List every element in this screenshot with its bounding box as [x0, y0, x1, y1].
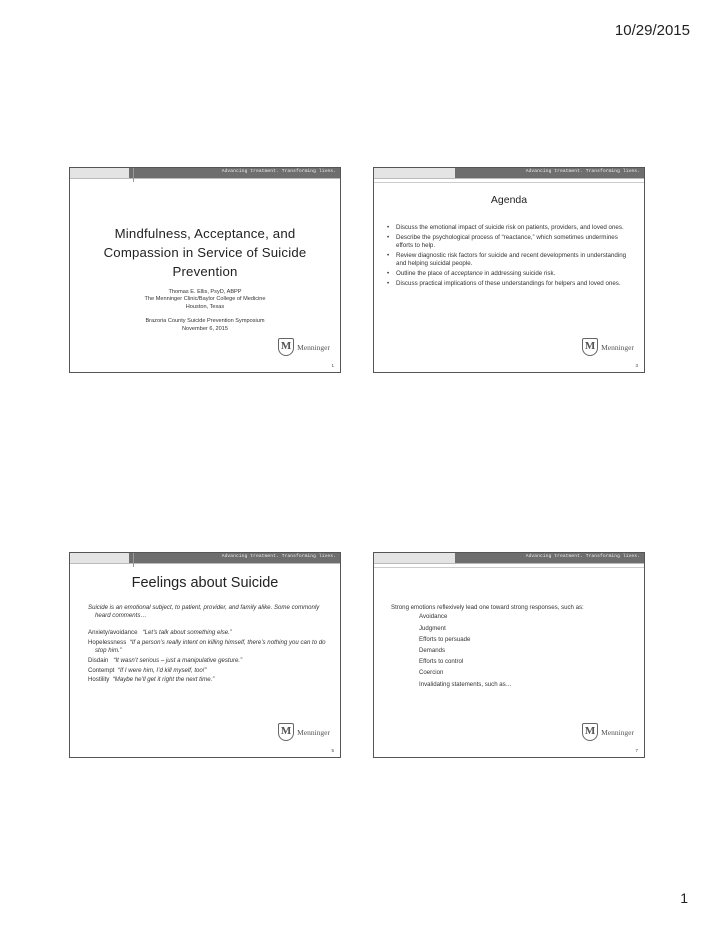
- agenda-item: • Discuss the emotional impact of suicide risk on patients, providers, and loved ones.: [396, 224, 632, 232]
- presenter-info: [80, 289, 330, 333]
- slide-number: 3: [635, 363, 638, 368]
- slide-1: [69, 167, 341, 373]
- header-tagline: Advancing treatment. Transforming lives.: [221, 168, 336, 174]
- header-banner: [129, 168, 340, 178]
- response-item: Efforts to control: [419, 658, 464, 666]
- response-item: Judgment: [419, 624, 446, 632]
- feelings-intro: Suicide is an emotional subject, to patient, provider, and family alike. Some commonly heard comments…: [88, 604, 320, 620]
- slide-number: 1: [331, 363, 334, 368]
- page-number: 1: [680, 890, 688, 906]
- slide-number: 7: [635, 748, 638, 753]
- agenda-item: • Describe the psychological process of “reactance,” which sometimes undermines efforts to help.: [396, 234, 632, 251]
- feeling-item: Contempt “If I were him, I’d kill myself, too!”: [88, 666, 207, 674]
- author-name: Thomas E. Ellis, PsyD, ABPP: [168, 289, 242, 295]
- agenda-item: • Review diagnostic risk factors for suicide and recent developments in understanding and helping suicidal people.: [396, 252, 632, 269]
- responses-intro: Strong emotions reflexively lead one toward strong responses, such as:: [391, 604, 584, 611]
- document-date: 10/29/2015: [614, 22, 690, 39]
- menninger-shield-icon: M: [278, 723, 294, 741]
- menninger-logo: [582, 338, 634, 356]
- slide-header-bar: [374, 553, 644, 564]
- menninger-logo: [278, 338, 330, 356]
- agenda-item: • Outline the place of acceptance in addressing suicide risk.: [396, 270, 632, 278]
- header-banner: [455, 553, 644, 563]
- logo-wordmark: Menninger: [601, 342, 634, 352]
- author-affiliation: The Menninger Clinic/Baylor College of Medicine: [144, 296, 266, 303]
- menninger-logo: [582, 723, 634, 741]
- response-item: Demands: [419, 647, 446, 655]
- header-rule: [374, 182, 644, 183]
- responses-content: [391, 604, 630, 692]
- header-banner: [455, 168, 644, 178]
- agenda-list: [386, 224, 632, 290]
- feeling-item: Hostility “Maybe he’ll get it right the next time.”: [88, 676, 215, 684]
- response-item: Coercion: [419, 669, 444, 677]
- slide-header-bar: [70, 553, 340, 564]
- response-item: Invalidating statements, such as…: [419, 680, 512, 688]
- header-divider: [133, 168, 134, 182]
- menninger-shield-icon: M: [582, 338, 598, 356]
- slide-number: 5: [331, 748, 334, 753]
- header-tagline: Advancing treatment. Transforming lives.: [525, 553, 640, 559]
- logo-wordmark: Menninger: [297, 727, 330, 737]
- slide-7: [373, 552, 645, 758]
- menninger-shield-icon: M: [582, 723, 598, 741]
- slide-title: Agenda: [490, 194, 528, 206]
- feeling-item: Disdain “It wasn’t serious – just a manipulative gesture.”: [88, 656, 243, 664]
- event-name: Brazoria County Suicide Prevention Symposium: [145, 318, 265, 325]
- slide-5: [69, 552, 341, 758]
- agenda-item: • Discuss practical implications of these understandings for helpers and loved ones.: [396, 280, 632, 288]
- slide-title: Feelings about Suicide: [131, 575, 279, 591]
- slide-header-bar: [374, 168, 644, 179]
- header-divider: [133, 553, 134, 567]
- response-item: Avoidance: [419, 613, 448, 621]
- menninger-shield-icon: M: [278, 338, 294, 356]
- header-rule: [374, 567, 644, 568]
- header-banner: [129, 553, 340, 563]
- feelings-content: [88, 604, 326, 686]
- author-location: Houston, Texas: [185, 303, 225, 310]
- feeling-item: Anxiety/avoidance “Let’s talk about something else.”: [88, 628, 232, 636]
- header-tagline: Advancing treatment. Transforming lives.: [525, 168, 640, 174]
- logo-wordmark: Menninger: [297, 342, 330, 352]
- slide-3: [373, 167, 645, 373]
- response-item: Efforts to persuade: [419, 635, 471, 643]
- event-date: November 6, 2015: [181, 325, 229, 332]
- slide-header-bar: [70, 168, 340, 179]
- logo-wordmark: Menninger: [601, 727, 634, 737]
- responses-list: [419, 613, 630, 689]
- slide-title: Mindfulness, Acceptance, and Compassion in Service of Suicide Prevention: [103, 226, 307, 279]
- feeling-item: Hopelessness “If a person’s really intent on killing himself, there’s nothing you can to do stop him.”: [88, 638, 326, 655]
- menninger-logo: [278, 723, 330, 741]
- header-tagline: Advancing treatment. Transforming lives.: [221, 553, 336, 559]
